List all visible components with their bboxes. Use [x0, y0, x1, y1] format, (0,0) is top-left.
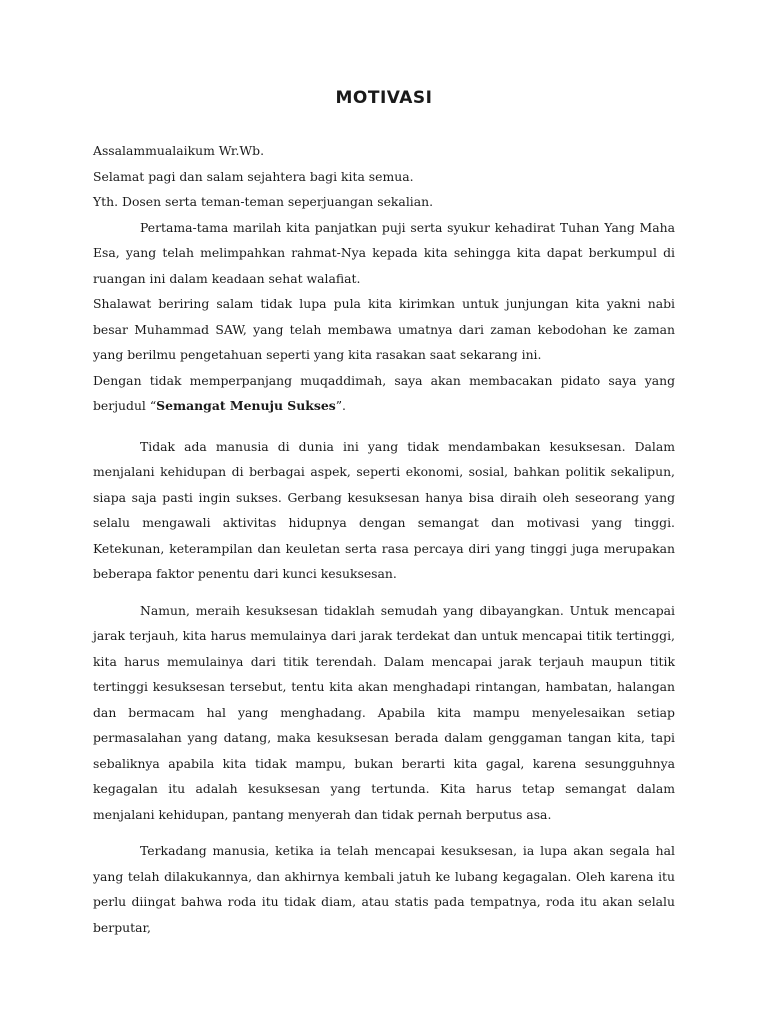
body-paragraph: Terkadang manusia, ketika ia telah mencapai kesuksesan, ia lupa akan segala hal yang telah dilakukannya, dan akhirnya kembali jatuh ke lubang kegagalan. Oleh karena itu perlu diingat bahwa roda itu tidak diam, atau statis pada tempatnya, roda itu akan selalu berputar, — [93, 843, 675, 935]
shalawat-paragraph: Shalawat beriring salam tidak lupa pula kita kirimkan untuk junjungan kita yakni nabi besar Muhammad SAW, yang telah membawa umatnya dari zaman kebodohan ke zaman yang berilmu pengetahuan seperti yang kita rasakan saat sekarang ini. — [93, 296, 675, 362]
greeting-line: Yth. Dosen serta teman-teman seperjuangan sekalian. — [93, 194, 434, 209]
intro-text: Dengan tidak memperpanjang muqaddimah, saya akan membacakan pidato saya yang berjudul “ — [93, 372, 675, 413]
document-page — [93, 86, 675, 940]
opening-paragraph: Pertama-tama marilah kita panjatkan puji serta syukur kehadirat Tuhan Yang Maha Esa, yang telah melimpahkan rahmat-Nya kepada kita sehingga kita dapat berkumpul di ruangan ini dalam keadaan sehat walafiat. — [93, 219, 675, 286]
greeting-line: Assalammualaikum Wr.Wb. — [93, 143, 265, 158]
intro-closing: ”. — [335, 398, 346, 413]
body-paragraph: Namun, meraih kesuksesan tidaklah semudah yang dibayangkan. Untuk mencapai jarak terjauh, kita harus memulainya dari jarak terdekat dan untuk mencapai titik tertinggi, kita harus memulainya dari titik terendah. Dalam mencapai jarak terjauh maupun titik tertinggi kesuksesan tersebut, tentu kita akan menghadapi rintangan, hambatan, halangan dan bermacam hal yang menghadang. Apabila kita mampu menyelesaikan setiap permasalahan yang datang, maka kesuksesan berada dalam genggaman tangan kita, tapi sebaliknya apabila kita tidak mampu, bukan berarti kita gagal, karena sesungguhnya kegagalan itu adalah kesuksesan yang tertunda. Kita harus tetap semangat dalam menjalani kehidupan, pantang menyerah dan tidak pernah berputus asa. — [93, 602, 675, 822]
greeting-line: Selamat pagi dan salam sejahtera bagi kita semua. — [93, 168, 414, 184]
body-paragraph: Tidak ada manusia di dunia ini yang tidak mendambakan kesuksesan. Dalam menjalani kehidupan di berbagai aspek, seperti ekonomi, sosial, bahkan politik sekalipun, siapa saja pasti ingin sukses. Gerbang kesuksesan hanya bisa diraih oleh seseorang yang selalu mengawali aktivitas hidupnya dengan semangat dan motivasi yang tinggi. Ketekunan, keterampilan dan keuletan serta rasa percaya diri yang tinggi juga merupakan beberapa faktor penentu dari kunci kesuksesan. — [93, 438, 675, 581]
document-title: MOTIVASI — [335, 88, 433, 108]
speech-title: Semangat Menuju Sukses — [156, 398, 336, 413]
intro-paragraph — [93, 368, 675, 419]
